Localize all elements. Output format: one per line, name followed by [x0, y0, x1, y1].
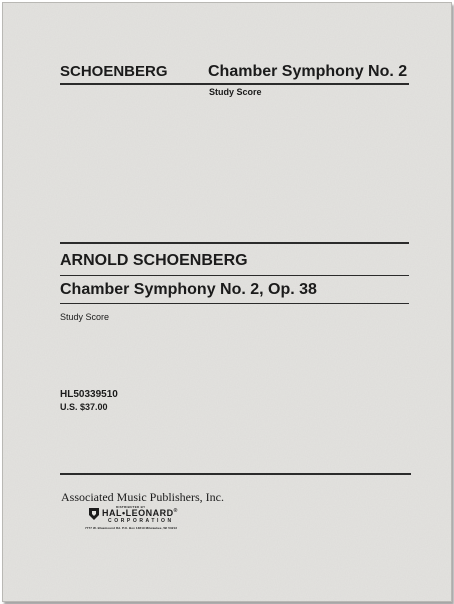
distributor-address: 7777 W. Bluemound Rd. P.O. Box 13819 Milwaukee, WI 53213 [85, 526, 178, 530]
distributor-registered-mark: ® [173, 508, 178, 514]
title-rule-middle [60, 275, 409, 276]
score-cover [2, 2, 452, 602]
hal-leonard-logo [88, 507, 100, 521]
distributor-name [102, 508, 178, 518]
header-subtitle: Study Score [209, 87, 262, 97]
main-subtitle: Study Score [60, 312, 110, 322]
distributor-sub: CORPORATION [108, 518, 174, 524]
header-title: Chamber Symphony No. 2 [208, 63, 408, 80]
title-rule-top [60, 242, 409, 244]
header-composer: SCHOENBERG [60, 63, 168, 80]
footer-rule [60, 473, 411, 475]
distributed-by-label: DISTRIBUTED BY [116, 505, 146, 509]
header-rule [60, 83, 409, 85]
catalog-number: HL50339510 [60, 389, 118, 400]
price: U.S. $37.00 [60, 402, 108, 412]
title-rule-bottom [60, 303, 409, 304]
publisher-name: Associated Music Publishers, Inc. [61, 490, 224, 504]
distributor-name-text: HAL•LEONARD [102, 508, 174, 518]
main-title: Chamber Symphony No. 2, Op. 38 [60, 281, 317, 298]
main-composer: ARNOLD SCHOENBERG [60, 252, 248, 269]
hal-leonard-logo-mark [88, 507, 100, 521]
